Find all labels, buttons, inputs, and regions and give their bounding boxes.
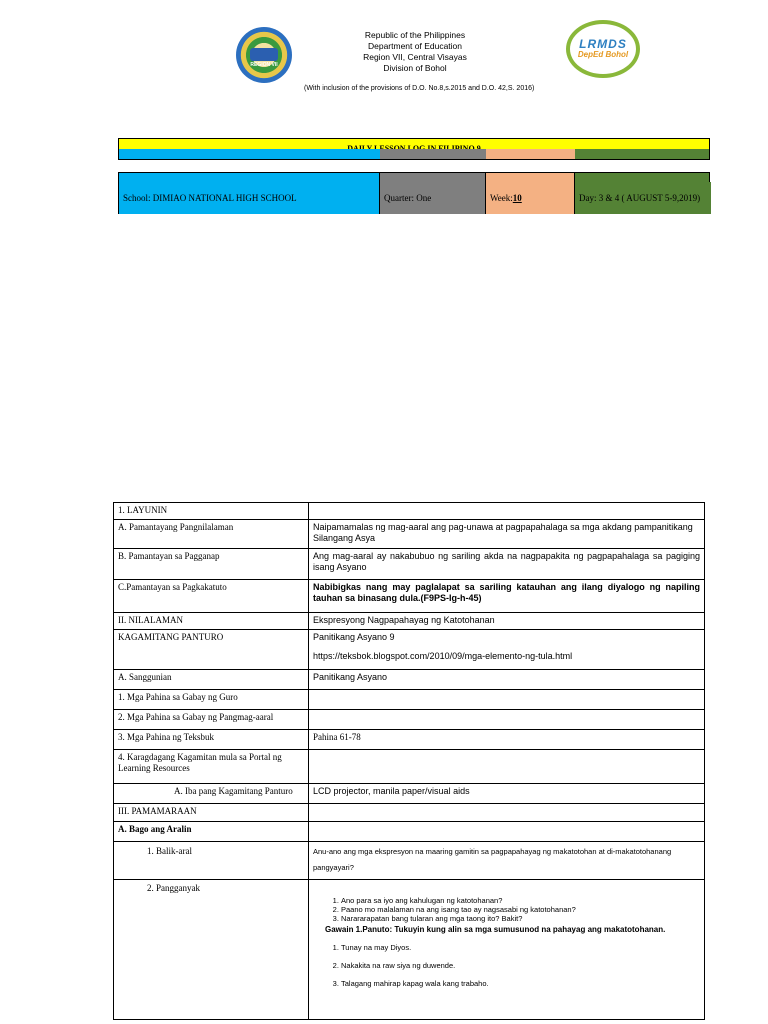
row-label: II. NILALAMAN	[114, 613, 309, 630]
school-cell	[119, 182, 380, 214]
strip-green	[575, 173, 709, 182]
quarter-label: Quarter: One	[384, 193, 432, 203]
table-row	[114, 842, 705, 880]
lrmds-logo-subtext: DepEd Bohol	[577, 50, 629, 59]
row-label: A. Pamantayang Pangnilalaman	[114, 520, 309, 549]
row-value: Nabibigkas nang may paglalapat sa sariling katauhan ang ilang diyalogo ng napiling tauhan sa binasang dula.(F9PS-Ig-h-45)	[309, 580, 705, 613]
row-value	[309, 880, 705, 1020]
table-row	[114, 690, 705, 710]
list-item: 3. Talagang mahirap kapag wala kang trabaho.	[341, 979, 700, 988]
list-item: 1. Ano para sa iyo ang kahulugan ng katotohanan?	[341, 896, 700, 905]
title-bar-green	[575, 149, 709, 159]
title-bar-gray	[380, 149, 487, 159]
row-label: 1. LAYUNIN	[114, 503, 309, 520]
table-row	[114, 630, 705, 670]
row-label: KAGAMITANG PANTURO	[114, 630, 309, 670]
table-row	[114, 880, 705, 1020]
row-label: A. Bago ang Aralin	[114, 822, 309, 842]
table-row	[114, 520, 705, 549]
row-label: C.Pamantayan sa Pagkakatuto	[114, 580, 309, 613]
row-value	[309, 630, 705, 670]
title-bar-salmon	[486, 149, 576, 159]
week-cell	[486, 182, 575, 214]
week-label: Week:	[490, 193, 513, 203]
row-label: B. Pamantayan sa Pagganap	[114, 549, 309, 580]
row-value	[309, 750, 705, 784]
strip-gray	[380, 173, 486, 182]
pangganyak-questions	[325, 896, 700, 923]
table-row	[114, 613, 705, 630]
list-item: 1. Tunay na may Diyos.	[341, 943, 700, 952]
week-value: 10	[512, 193, 522, 203]
row-value: Panitikang Asyano	[309, 670, 705, 690]
strip-salmon	[486, 173, 575, 182]
row-label: 4. Karagdagang Kagamitan mula sa Portal ng Learning Resources	[114, 750, 309, 784]
school-label: School: DIMIAO NATIONAL HIGH SCHOOL	[123, 193, 297, 203]
lesson-table	[113, 502, 705, 1020]
row-value: Anu-ano ang mga ekspresyon na maaring gamitin sa pagpapahayag ng makatotohan at di-makatotohanang pangyayari?	[309, 842, 705, 880]
gawain-items	[325, 943, 700, 988]
header-line-republic: Republic of the Philippines	[364, 30, 466, 40]
header-line-department: Department of Education	[367, 41, 463, 51]
title-bar-blue	[119, 149, 381, 159]
table-row	[114, 730, 705, 750]
row-value	[309, 690, 705, 710]
header-note: (With inclusion of the provisions of D.O. No.8,s.2015 and D.O. 42,S. 2016)	[304, 85, 535, 92]
info-bar	[118, 172, 710, 214]
header-line-region: Region VII, Central Visayas	[363, 52, 467, 62]
list-item: 2. Nakakita na raw siya ng duwende.	[341, 961, 700, 970]
row-label: 2. Mga Pahina sa Gabay ng Pangmag-aaral	[114, 710, 309, 730]
row-value: Ang mag-aaral ay nakabubuo ng sariling akda na nagpapakita ng pagpapahalaga sa pagiging isang Asyano	[309, 549, 705, 580]
deped-seal-logo	[236, 27, 292, 83]
table-row	[114, 580, 705, 613]
table-row	[114, 670, 705, 690]
seal-text: REGION VII	[250, 61, 278, 68]
row-label: 2. Pangganyak	[114, 880, 309, 1020]
row-value: Naipamamalas ng mag-aaral ang pag-unawa at pagpapahalaga sa mga akdang pampanitikang Silangang Asya	[309, 520, 705, 549]
strip-blue	[119, 173, 380, 182]
row-label: A. Iba pang Kagamitang Panturo	[114, 784, 309, 804]
row-value: Ekspresyong Nagpapahayag ng Katotohanan	[309, 613, 705, 630]
day-label: Day: 3 & 4 ( AUGUST 5-9,2019)	[579, 193, 701, 203]
kagamitan-link[interactable]: https://teksbok.blogspot.com/2010/09/mga-elemento-ng-tula.html	[313, 651, 573, 661]
list-item: 3. Narararapatan bang tularan ang mga taong ito? Bakit?	[341, 914, 700, 923]
list-item: 2. Paano mo malalaman na ang isang tao ay nagsasabi ng katotohanan?	[341, 905, 700, 914]
row-label: 3. Mga Pahina ng Teksbuk	[114, 730, 309, 750]
title-bar	[118, 138, 710, 160]
table-row	[114, 710, 705, 730]
table-row	[114, 549, 705, 580]
row-value: LCD projector, manila paper/visual aids	[309, 784, 705, 804]
row-label: A. Sanggunian	[114, 670, 309, 690]
row-value	[309, 822, 705, 842]
table-row	[114, 784, 705, 804]
gawain-instruction: Gawain 1.Panuto: Tukuyin kung alin sa mga sumusunod na pahayag ang makatotohanan.	[325, 925, 666, 934]
lrmds-logo-text: LRMDS	[579, 37, 627, 51]
quarter-cell	[380, 182, 486, 214]
row-value: Pahina 61-78	[309, 730, 705, 750]
kagamitan-book: Panitikang Asyano 9	[313, 632, 395, 642]
row-value	[309, 503, 705, 520]
header-line-division: Division of Bohol	[383, 63, 447, 73]
table-row	[114, 804, 705, 822]
row-label: III. PAMAMARAAN	[114, 804, 309, 822]
lrmds-logo	[566, 20, 640, 78]
day-cell	[575, 182, 711, 214]
table-row	[114, 750, 705, 784]
table-row	[114, 822, 705, 842]
row-value	[309, 710, 705, 730]
row-label: 1. Balik-aral	[114, 842, 309, 880]
row-label: 1. Mga Pahina sa Gabay ng Guro	[114, 690, 309, 710]
row-value	[309, 804, 705, 822]
header-lines	[330, 30, 500, 74]
table-row	[114, 503, 705, 520]
